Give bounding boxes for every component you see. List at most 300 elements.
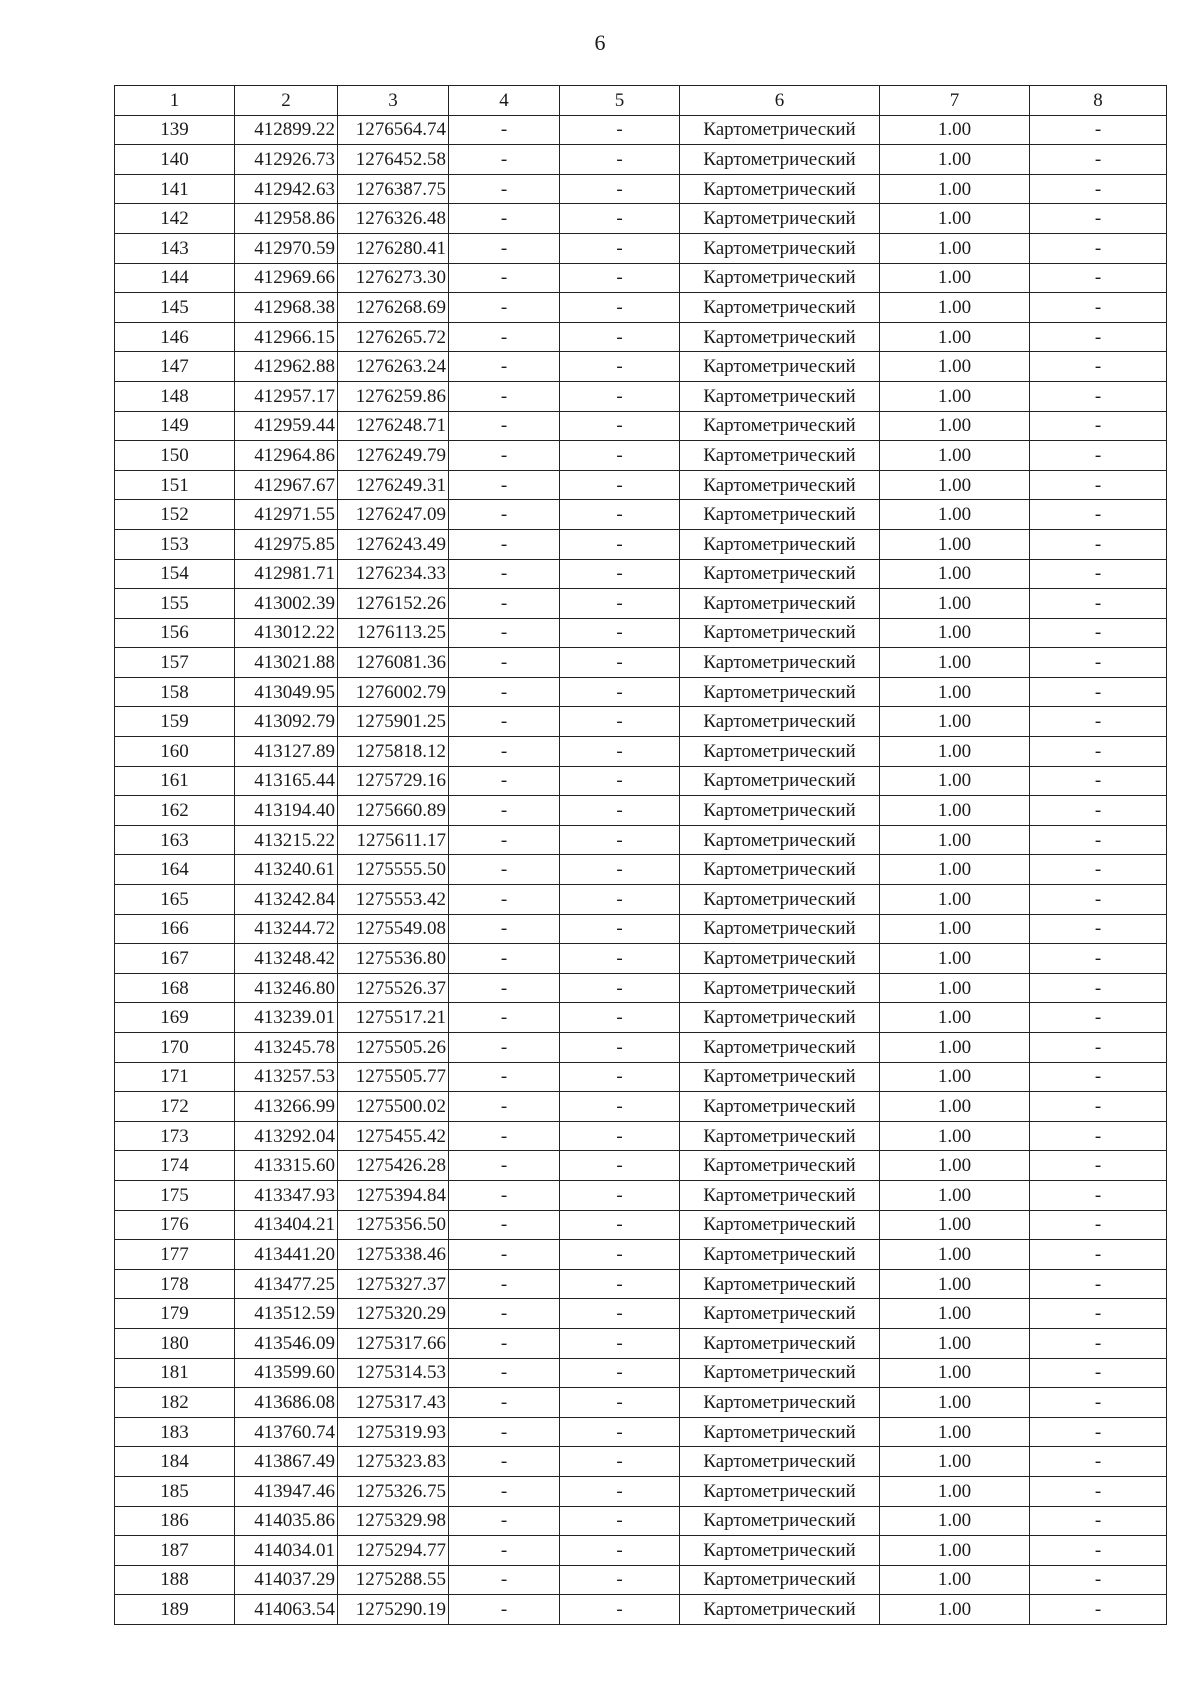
table-cell-col-4: -: [449, 973, 560, 1003]
table-cell-col-1: 171: [115, 1062, 235, 1092]
table-cell-col-6: Картометрический: [680, 441, 880, 471]
table-cell-col-5: -: [560, 1092, 680, 1122]
table-cell-col-3: 1275323.83: [338, 1447, 449, 1477]
table-row: [115, 411, 1167, 441]
table-cell-col-7: 1.00: [880, 1092, 1030, 1122]
table-cell-col-2: 412967.67: [235, 470, 338, 500]
table-cell-col-7: 1.00: [880, 944, 1030, 974]
table-cell-col-2: 412962.88: [235, 352, 338, 382]
table-row: [115, 381, 1167, 411]
table-row: [115, 1417, 1167, 1447]
column-header-6: 6: [680, 86, 880, 116]
table-cell-col-3: 1275517.21: [338, 1003, 449, 1033]
table-cell-col-8: -: [1030, 618, 1167, 648]
table-cell-col-7: 1.00: [880, 648, 1030, 678]
table-cell-col-7: 1.00: [880, 1358, 1030, 1388]
table-cell-col-6: Картометрический: [680, 529, 880, 559]
table-cell-col-3: 1276263.24: [338, 352, 449, 382]
table-cell-col-3: 1275327.37: [338, 1269, 449, 1299]
table-cell-col-2: 412968.38: [235, 293, 338, 323]
table-row: [115, 1240, 1167, 1270]
table-cell-col-4: -: [449, 1003, 560, 1033]
table-cell-col-6: Картометрический: [680, 825, 880, 855]
table-cell-col-3: 1275320.29: [338, 1299, 449, 1329]
column-header-7: 7: [880, 86, 1030, 116]
table-cell-col-4: -: [449, 796, 560, 826]
table-cell-col-3: 1275500.02: [338, 1092, 449, 1122]
table-row: [115, 618, 1167, 648]
table-cell-col-8: -: [1030, 1121, 1167, 1151]
table-row: [115, 766, 1167, 796]
table-cell-col-8: -: [1030, 589, 1167, 619]
table-cell-col-1: 154: [115, 559, 235, 589]
table-cell-col-3: 1276273.30: [338, 263, 449, 293]
table-cell-col-2: 412964.86: [235, 441, 338, 471]
table-cell-col-6: Картометрический: [680, 1121, 880, 1151]
table-cell-col-4: -: [449, 944, 560, 974]
table-cell-col-6: Картометрический: [680, 1565, 880, 1595]
table-cell-col-6: Картометрический: [680, 204, 880, 234]
table-cell-col-2: 413266.99: [235, 1092, 338, 1122]
table-cell-col-3: 1276243.49: [338, 529, 449, 559]
table-cell-col-7: 1.00: [880, 855, 1030, 885]
table-cell-col-7: 1.00: [880, 174, 1030, 204]
table-cell-col-6: Картометрический: [680, 677, 880, 707]
table-cell-col-2: 412926.73: [235, 145, 338, 175]
table-row: [115, 1003, 1167, 1033]
table-cell-col-4: -: [449, 1121, 560, 1151]
table-row: [115, 500, 1167, 530]
table-cell-col-3: 1276265.72: [338, 322, 449, 352]
table-cell-col-2: 413760.74: [235, 1417, 338, 1447]
table-cell-col-6: Картометрический: [680, 1003, 880, 1033]
table-cell-col-8: -: [1030, 204, 1167, 234]
table-row: [115, 1565, 1167, 1595]
table-row: [115, 115, 1167, 145]
table-row: [115, 352, 1167, 382]
table-cell-col-7: 1.00: [880, 1417, 1030, 1447]
table-cell-col-8: -: [1030, 470, 1167, 500]
table-cell-col-8: -: [1030, 1151, 1167, 1181]
table-row: [115, 944, 1167, 974]
table-row: [115, 174, 1167, 204]
table-cell-col-4: -: [449, 233, 560, 263]
table-cell-col-3: 1275326.75: [338, 1476, 449, 1506]
table-cell-col-6: Картометрический: [680, 1595, 880, 1625]
table-cell-col-7: 1.00: [880, 973, 1030, 1003]
table-cell-col-2: 413315.60: [235, 1151, 338, 1181]
table-cell-col-7: 1.00: [880, 1476, 1030, 1506]
table-cell-col-6: Картометрический: [680, 1358, 880, 1388]
table-cell-col-4: -: [449, 1328, 560, 1358]
table-cell-col-8: -: [1030, 145, 1167, 175]
column-header-4: 4: [449, 86, 560, 116]
table-cell-col-5: -: [560, 174, 680, 204]
table-row: [115, 233, 1167, 263]
table-cell-col-5: -: [560, 885, 680, 915]
table-row: [115, 855, 1167, 885]
table-cell-col-5: -: [560, 914, 680, 944]
table-cell-col-2: 412959.44: [235, 411, 338, 441]
table-cell-col-6: Картометрический: [680, 1092, 880, 1122]
table-cell-col-7: 1.00: [880, 1595, 1030, 1625]
table-row: [115, 1388, 1167, 1418]
table-cell-col-2: 412975.85: [235, 529, 338, 559]
table-row: [115, 1447, 1167, 1477]
table-cell-col-4: -: [449, 145, 560, 175]
table-cell-col-5: -: [560, 1328, 680, 1358]
table-cell-col-4: -: [449, 293, 560, 323]
table-row: [115, 293, 1167, 323]
table-cell-col-3: 1276249.31: [338, 470, 449, 500]
table-cell-col-7: 1.00: [880, 1210, 1030, 1240]
table-cell-col-8: -: [1030, 737, 1167, 767]
table-cell-col-4: -: [449, 115, 560, 145]
page-number: 6: [594, 30, 606, 55]
table-cell-col-4: -: [449, 352, 560, 382]
table-cell-col-4: -: [449, 559, 560, 589]
table-cell-col-6: Картометрический: [680, 855, 880, 885]
table-row: [115, 1358, 1167, 1388]
table-cell-col-3: 1276248.71: [338, 411, 449, 441]
table-cell-col-6: Картометрический: [680, 1328, 880, 1358]
table-cell-col-1: 170: [115, 1033, 235, 1063]
table-cell-col-2: 412969.66: [235, 263, 338, 293]
table-row: [115, 1033, 1167, 1063]
table-cell-col-6: Картометрический: [680, 1417, 880, 1447]
table-cell-col-3: 1276152.26: [338, 589, 449, 619]
table-cell-col-2: 412942.63: [235, 174, 338, 204]
table-cell-col-7: 1.00: [880, 1180, 1030, 1210]
table-cell-col-8: -: [1030, 322, 1167, 352]
table-cell-col-7: 1.00: [880, 1388, 1030, 1418]
table-row: [115, 322, 1167, 352]
table-cell-col-4: -: [449, 1033, 560, 1063]
table-cell-col-8: -: [1030, 1062, 1167, 1092]
table-cell-col-4: -: [449, 411, 560, 441]
table-cell-col-3: 1275317.66: [338, 1328, 449, 1358]
table-cell-col-5: -: [560, 529, 680, 559]
table-cell-col-7: 1.00: [880, 1269, 1030, 1299]
table-cell-col-3: 1275505.77: [338, 1062, 449, 1092]
table-cell-col-3: 1276452.58: [338, 145, 449, 175]
table-cell-col-5: -: [560, 825, 680, 855]
table-cell-col-6: Картометрический: [680, 944, 880, 974]
table-cell-col-3: 1275729.16: [338, 766, 449, 796]
table-cell-col-7: 1.00: [880, 145, 1030, 175]
table-row: [115, 263, 1167, 293]
table-cell-col-7: 1.00: [880, 381, 1030, 411]
table-cell-col-2: 412899.22: [235, 115, 338, 145]
table-cell-col-2: 412981.71: [235, 559, 338, 589]
table-cell-col-2: 413165.44: [235, 766, 338, 796]
table-cell-col-3: 1276249.79: [338, 441, 449, 471]
table-cell-col-2: 413215.22: [235, 825, 338, 855]
table-cell-col-1: 156: [115, 618, 235, 648]
table-cell-col-1: 180: [115, 1328, 235, 1358]
table-cell-col-5: -: [560, 737, 680, 767]
table-cell-col-5: -: [560, 381, 680, 411]
table-cell-col-5: -: [560, 411, 680, 441]
table-cell-col-8: -: [1030, 944, 1167, 974]
table-cell-col-8: -: [1030, 914, 1167, 944]
table-cell-col-5: -: [560, 1121, 680, 1151]
table-cell-col-3: 1275549.08: [338, 914, 449, 944]
table-row: [115, 559, 1167, 589]
table-cell-col-7: 1.00: [880, 529, 1030, 559]
table-cell-col-4: -: [449, 737, 560, 767]
table-cell-col-3: 1275329.98: [338, 1506, 449, 1536]
table-cell-col-6: Картометрический: [680, 470, 880, 500]
table-cell-col-2: 413546.09: [235, 1328, 338, 1358]
table-cell-col-1: 178: [115, 1269, 235, 1299]
table-cell-col-3: 1276259.86: [338, 381, 449, 411]
table-cell-col-1: 173: [115, 1121, 235, 1151]
table-cell-col-1: 189: [115, 1595, 235, 1625]
table-cell-col-1: 160: [115, 737, 235, 767]
table-cell-col-8: -: [1030, 1388, 1167, 1418]
table-cell-col-2: 413244.72: [235, 914, 338, 944]
table-cell-col-8: -: [1030, 648, 1167, 678]
table-cell-col-6: Картометрический: [680, 1240, 880, 1270]
table-cell-col-2: 412958.86: [235, 204, 338, 234]
table-cell-col-7: 1.00: [880, 352, 1030, 382]
table-cell-col-7: 1.00: [880, 1447, 1030, 1477]
table-cell-col-5: -: [560, 1447, 680, 1477]
table-cell-col-6: Картометрический: [680, 233, 880, 263]
table-cell-col-3: 1276247.09: [338, 500, 449, 530]
table-row: [115, 1180, 1167, 1210]
table-cell-col-6: Картометрический: [680, 500, 880, 530]
table-cell-col-5: -: [560, 145, 680, 175]
table-cell-col-6: Картометрический: [680, 263, 880, 293]
table-cell-col-2: 414037.29: [235, 1565, 338, 1595]
table-cell-col-7: 1.00: [880, 707, 1030, 737]
table-row: [115, 204, 1167, 234]
table-row: [115, 1151, 1167, 1181]
table-cell-col-7: 1.00: [880, 885, 1030, 915]
table-row: [115, 825, 1167, 855]
table-cell-col-3: 1275290.19: [338, 1595, 449, 1625]
table-cell-col-4: -: [449, 1062, 560, 1092]
table-cell-col-8: -: [1030, 559, 1167, 589]
table-cell-col-8: -: [1030, 1269, 1167, 1299]
table-cell-col-7: 1.00: [880, 322, 1030, 352]
table-cell-col-8: -: [1030, 1447, 1167, 1477]
table-cell-col-1: 142: [115, 204, 235, 234]
table-cell-col-5: -: [560, 1151, 680, 1181]
table-cell-col-8: -: [1030, 1210, 1167, 1240]
table-cell-col-3: 1276113.25: [338, 618, 449, 648]
table-row: [115, 441, 1167, 471]
table-cell-col-1: 150: [115, 441, 235, 471]
table-row: [115, 145, 1167, 175]
table-cell-col-8: -: [1030, 825, 1167, 855]
table-cell-col-1: 149: [115, 411, 235, 441]
table-cell-col-2: 412957.17: [235, 381, 338, 411]
table-cell-col-7: 1.00: [880, 1033, 1030, 1063]
table-cell-col-4: -: [449, 381, 560, 411]
table-cell-col-4: -: [449, 1180, 560, 1210]
table-cell-col-1: 183: [115, 1417, 235, 1447]
table-cell-col-8: -: [1030, 352, 1167, 382]
table-row: [115, 885, 1167, 915]
table-cell-col-7: 1.00: [880, 559, 1030, 589]
table-cell-col-5: -: [560, 1388, 680, 1418]
table-cell-col-1: 151: [115, 470, 235, 500]
table-cell-col-5: -: [560, 1358, 680, 1388]
table-cell-col-3: 1275526.37: [338, 973, 449, 1003]
table-row: [115, 529, 1167, 559]
table-cell-col-6: Картометрический: [680, 115, 880, 145]
table-cell-col-3: 1276081.36: [338, 648, 449, 678]
table-cell-col-3: 1275455.42: [338, 1121, 449, 1151]
table-cell-col-8: -: [1030, 233, 1167, 263]
table-cell-col-8: -: [1030, 1033, 1167, 1063]
table-cell-col-5: -: [560, 1003, 680, 1033]
table-cell-col-5: -: [560, 1565, 680, 1595]
table-cell-col-3: 1275356.50: [338, 1210, 449, 1240]
table-cell-col-6: Картометрический: [680, 707, 880, 737]
table-cell-col-1: 167: [115, 944, 235, 974]
table-cell-col-3: 1275319.93: [338, 1417, 449, 1447]
table-row: [115, 1328, 1167, 1358]
table-cell-col-8: -: [1030, 529, 1167, 559]
table-cell-col-8: -: [1030, 766, 1167, 796]
table-cell-col-5: -: [560, 589, 680, 619]
table-cell-col-3: 1275555.50: [338, 855, 449, 885]
table-cell-col-6: Картометрический: [680, 885, 880, 915]
table-row: [115, 1595, 1167, 1625]
table-cell-col-2: 413947.46: [235, 1476, 338, 1506]
table-cell-col-5: -: [560, 233, 680, 263]
table-cell-col-2: 413242.84: [235, 885, 338, 915]
table-cell-col-5: -: [560, 352, 680, 382]
table-header: [115, 86, 1167, 116]
table-cell-col-3: 1276002.79: [338, 677, 449, 707]
table-cell-col-5: -: [560, 1417, 680, 1447]
table-row: [115, 796, 1167, 826]
table-cell-col-2: 413477.25: [235, 1269, 338, 1299]
table-cell-col-1: 186: [115, 1506, 235, 1536]
table-cell-col-6: Картометрический: [680, 914, 880, 944]
table-cell-col-6: Картометрический: [680, 411, 880, 441]
table-cell-col-3: 1275611.17: [338, 825, 449, 855]
table-cell-col-2: 413248.42: [235, 944, 338, 974]
table-cell-col-4: -: [449, 500, 560, 530]
table-cell-col-5: -: [560, 1062, 680, 1092]
table-cell-col-8: -: [1030, 263, 1167, 293]
table-cell-col-1: 163: [115, 825, 235, 855]
table-cell-col-1: 153: [115, 529, 235, 559]
table-cell-col-4: -: [449, 1536, 560, 1566]
table-cell-col-8: -: [1030, 973, 1167, 1003]
table-cell-col-4: -: [449, 1417, 560, 1447]
table-cell-col-1: 143: [115, 233, 235, 263]
table-cell-col-6: Картометрический: [680, 1447, 880, 1477]
table-cell-col-1: 162: [115, 796, 235, 826]
table-cell-col-6: Картометрический: [680, 618, 880, 648]
table-cell-col-7: 1.00: [880, 1328, 1030, 1358]
table-cell-col-2: 413686.08: [235, 1388, 338, 1418]
table-cell-col-4: -: [449, 825, 560, 855]
table-row: [115, 470, 1167, 500]
table-cell-col-2: 413257.53: [235, 1062, 338, 1092]
table-cell-col-2: 412966.15: [235, 322, 338, 352]
table-cell-col-8: -: [1030, 885, 1167, 915]
table-cell-col-5: -: [560, 707, 680, 737]
table-cell-col-2: 413347.93: [235, 1180, 338, 1210]
table-cell-col-6: Картометрический: [680, 1033, 880, 1063]
table-cell-col-5: -: [560, 1210, 680, 1240]
table-cell-col-4: -: [449, 618, 560, 648]
table-cell-col-4: -: [449, 1447, 560, 1477]
table-cell-col-5: -: [560, 263, 680, 293]
table-cell-col-6: Картометрический: [680, 352, 880, 382]
table-cell-col-2: 414035.86: [235, 1506, 338, 1536]
table-cell-col-1: 139: [115, 115, 235, 145]
table-cell-col-6: Картометрический: [680, 1536, 880, 1566]
table-cell-col-8: -: [1030, 1180, 1167, 1210]
table-cell-col-4: -: [449, 1151, 560, 1181]
table-cell-col-1: 181: [115, 1358, 235, 1388]
table-cell-col-8: -: [1030, 707, 1167, 737]
table-cell-col-7: 1.00: [880, 766, 1030, 796]
table-cell-col-5: -: [560, 293, 680, 323]
table-cell-col-3: 1275660.89: [338, 796, 449, 826]
table-cell-col-1: 158: [115, 677, 235, 707]
table-cell-col-2: 413240.61: [235, 855, 338, 885]
table-cell-col-8: -: [1030, 500, 1167, 530]
table-cell-col-1: 141: [115, 174, 235, 204]
table-cell-col-4: -: [449, 707, 560, 737]
table-cell-col-4: -: [449, 1240, 560, 1270]
table-cell-col-3: 1275505.26: [338, 1033, 449, 1063]
table-row: [115, 737, 1167, 767]
table-cell-col-1: 179: [115, 1299, 235, 1329]
table-cell-col-1: 172: [115, 1092, 235, 1122]
table-cell-col-4: -: [449, 1299, 560, 1329]
table-cell-col-4: -: [449, 885, 560, 915]
table-cell-col-6: Картометрический: [680, 1062, 880, 1092]
table-cell-col-6: Картометрический: [680, 381, 880, 411]
table-cell-col-3: 1276280.41: [338, 233, 449, 263]
table-cell-col-8: -: [1030, 1003, 1167, 1033]
table-cell-col-6: Картометрический: [680, 766, 880, 796]
table-cell-col-7: 1.00: [880, 1003, 1030, 1033]
table-cell-col-3: 1275288.55: [338, 1565, 449, 1595]
table-cell-col-8: -: [1030, 1565, 1167, 1595]
table-cell-col-6: Картометрический: [680, 1506, 880, 1536]
table-row: [115, 677, 1167, 707]
table-cell-col-5: -: [560, 115, 680, 145]
table-cell-col-4: -: [449, 1476, 560, 1506]
table-cell-col-1: 174: [115, 1151, 235, 1181]
table-cell-col-3: 1276387.75: [338, 174, 449, 204]
table-cell-col-8: -: [1030, 441, 1167, 471]
table-cell-col-4: -: [449, 322, 560, 352]
table-cell-col-8: -: [1030, 1299, 1167, 1329]
table-row: [115, 648, 1167, 678]
table-cell-col-4: -: [449, 1595, 560, 1625]
table-cell-col-8: -: [1030, 1417, 1167, 1447]
table-cell-col-3: 1276234.33: [338, 559, 449, 589]
table-row: [115, 1299, 1167, 1329]
table-cell-col-5: -: [560, 559, 680, 589]
table-cell-col-2: 413194.40: [235, 796, 338, 826]
table-cell-col-5: -: [560, 470, 680, 500]
table-cell-col-1: 187: [115, 1536, 235, 1566]
